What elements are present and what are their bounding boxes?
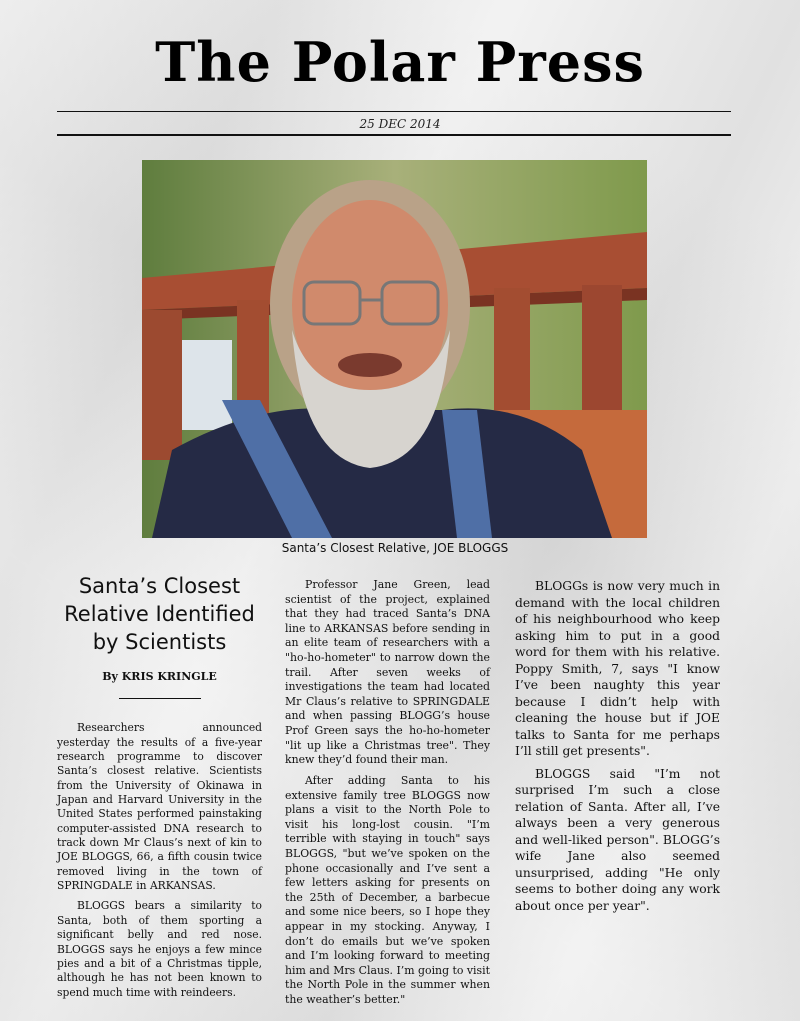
- article-headline: Santa’s Closest Relative Identified by Scientists: [64, 574, 255, 654]
- masthead-rule-top: [57, 111, 731, 112]
- byline: By KRIS KRINGLE: [102, 670, 217, 683]
- article-paragraph: Researchers announced yesterday the results of a five-year research programme to discover Santa’s closest relative. Scientists from the University of Okinawa in Japan and Harvard University in the United States performed painstaking computer-assisted DNA research to track down Mr Claus’s next of kin to JOE BLOGGS, 66, a fifth cousin twice removed living in the town of SPRINGDALE in ARKANSAS.: [57, 721, 262, 893]
- byline-separator: [119, 698, 201, 699]
- article-column-3: [515, 578, 720, 920]
- masthead-title: The Polar Press: [155, 30, 645, 94]
- dateline: 25 DEC 2014: [359, 117, 441, 131]
- portrait-photo: [142, 160, 647, 538]
- portrait-illustration: [142, 160, 647, 538]
- article-column-2: [285, 578, 490, 1014]
- masthead-rule-bottom: [57, 134, 731, 136]
- article-paragraph: BLOGGs is now very much in demand with the local children of his neighbourhood who keep asking him to put in a good word for them with his relative. Poppy Smith, 7, says "I know I’ve been naughty this year because I didn’t help with cleaning the house but if JOE talks to Santa for me perhaps I’ll still get presents".: [515, 579, 720, 758]
- article-text: BLOGGS bears a similarity to Santa, both of them sporting a significant belly and red nose. BLOGGS says he enjoys a few mince pies and a bit of a Christmas tipple, although he has not been known to spend much time with reindeers.: [57, 899, 262, 999]
- article-column-1: [57, 572, 262, 1006]
- article-paragraph: BLOGGS said "I’m not surprised I’m such a close relation of Santa. After all, I’ve always been a very generous and well-liked person". BLOGG’s wife Jane also seemed unsurprised, adding "He only seems to bother doing any work about once per year".: [515, 766, 720, 913]
- article-paragraph: After adding Santa to his extensive family tree BLOGGS now plans a visit to the North Pole to visit his long-lost cousin. "I’m terrible with staying in touch" says BLOGGS, "but we’ve spoken on the phone occasionally and I’ve sent a few letters asking for presents on the 25th of December, a barbecue and some nice beers, so I hope they appear in my stocking. Anyway, I don’t do emails but we’ve spoken and I’m looking forward to meeting him and Mrs Claus. I’m going to visit the North Pole in the summer when the weather’s better.": [285, 773, 490, 1007]
- photo-caption: Santa’s Closest Relative, JOE BLOGGS: [281, 541, 509, 555]
- article-paragraph: [57, 899, 262, 999]
- article-paragraph: Professor Jane Green, lead scientist of the project, explained that they had traced Santa’s DNA line to ARKANSAS before sending in an elite team of researchers with a "ho-ho-hometer" to narrow down the trail. After seven weeks of investigations the team had located Mr Claus’s relative to SPRINGDALE and when passing BLOGG’s house Prof Green says the ho-ho-hometer "lit up like a Christmas tree". They knew they’d found their man.: [285, 578, 490, 767]
